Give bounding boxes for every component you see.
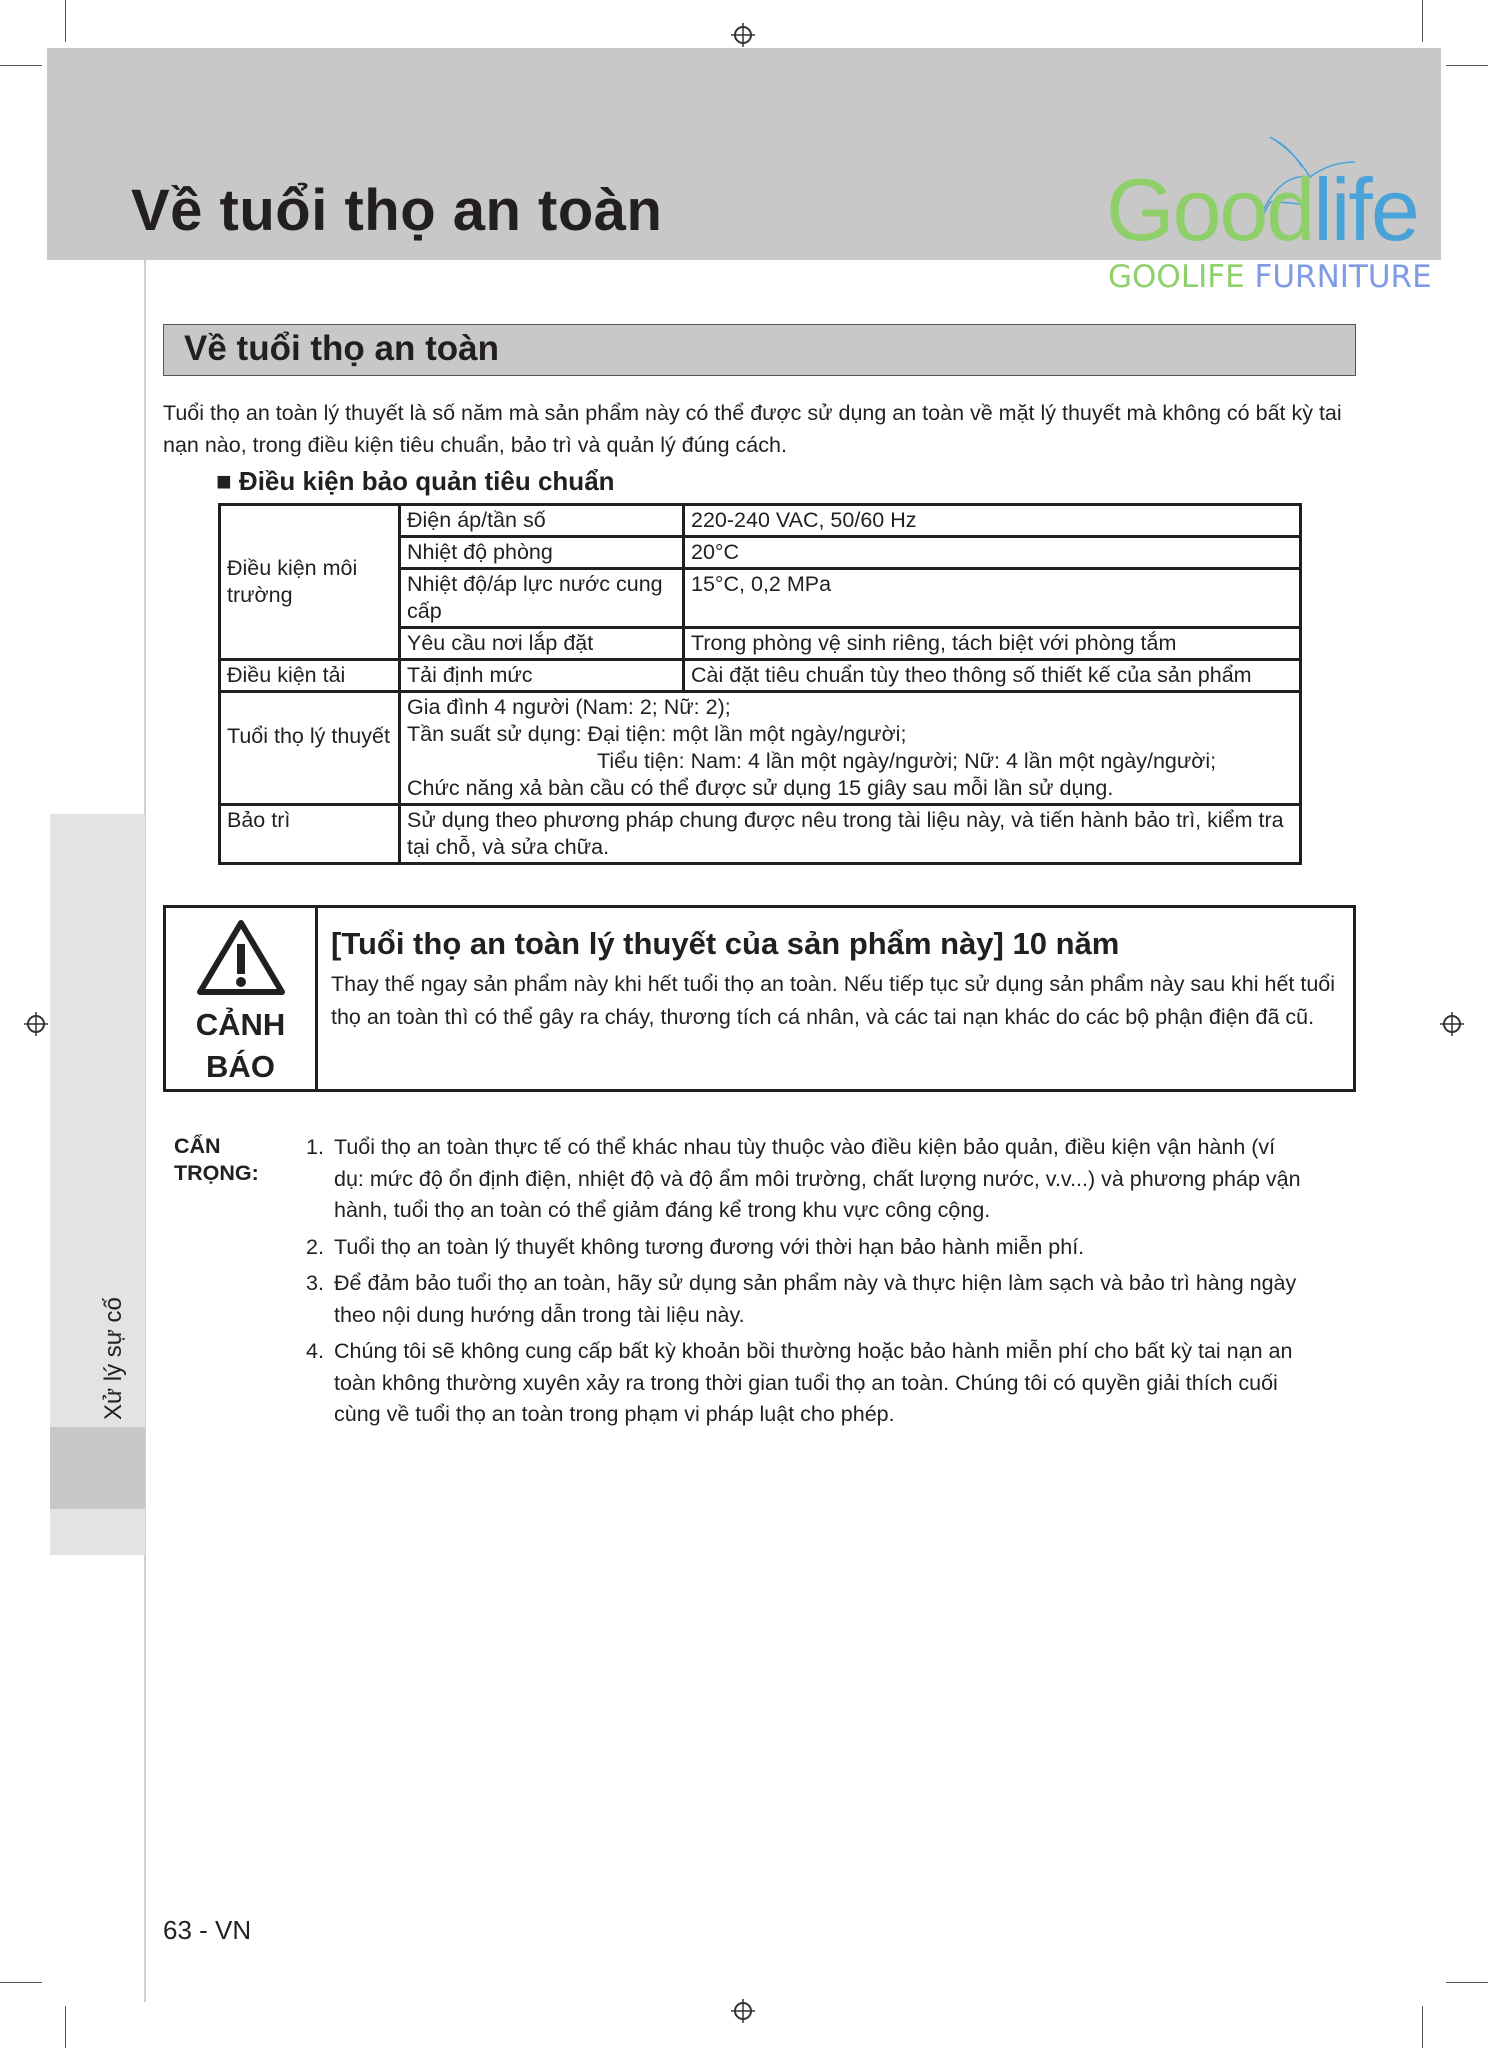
table-row: [220, 505, 1301, 537]
table-cell: Điều kiện tải: [220, 660, 400, 692]
table-cell: 15°C, 0,2 MPa: [684, 569, 1301, 628]
caution-list: [306, 1132, 1306, 1436]
logo-wordmark: Goodlife: [1106, 160, 1418, 259]
subheading: ■ Điều kiện bảo quản tiêu chuẩn: [216, 466, 615, 496]
crop-mark: [1446, 1982, 1488, 1983]
crop-mark: [65, 2006, 66, 2048]
side-tab-label: Xử lý sự cố: [100, 1297, 127, 1420]
table-cell: 20°C: [684, 537, 1301, 569]
registration-mark-icon: [1440, 1012, 1464, 1036]
caution-label: [174, 1133, 259, 1187]
table-row: [220, 805, 1301, 864]
life-line: Tiểu tiện: Nam: 4 lần một ngày/người; Nữ: 4 lần một ngày/người;: [597, 749, 1217, 773]
list-item: 4. Chúng tôi sẽ không cung cấp bất kỳ khoản bồi thường hoặc bảo hành miễn phí cho bất kỳ tai nạn an toàn không thường xuyên xảy ra trong thời gian tuổi thọ an toàn. Chúng tôi có quyền giải thích cuối cùng về tuổi thọ an toàn trong phạm vi pháp luật cho phép.: [306, 1339, 1293, 1426]
crop-mark: [1422, 2006, 1423, 2048]
side-tab-marker: [50, 1427, 145, 1509]
table-cell: Tải định mức: [400, 660, 684, 692]
table-cell: Yêu cầu nơi lắp đặt: [400, 628, 684, 660]
goodlife-logo: [1100, 132, 1445, 297]
table-row: [220, 660, 1301, 692]
caution-label-line: TRỌNG:: [174, 1161, 259, 1185]
caution-label-line: CẨN: [174, 1134, 221, 1158]
table-cell: Cài đặt tiêu chuẩn tùy theo thông số thiết kế của sản phẩm: [684, 660, 1301, 692]
registration-mark-icon: [731, 23, 755, 47]
table-cell: Điều kiện môi trường: [220, 505, 400, 660]
warning-label: CẢNH: [195, 1007, 286, 1042]
table-cell: Bảo trì: [220, 805, 400, 864]
crop-mark: [1422, 0, 1423, 42]
logo-tagline: GOOLIFE FURNITURE: [1108, 259, 1432, 295]
table-cell: Nhiệt độ phòng: [400, 537, 684, 569]
conditions-table: [218, 503, 1302, 865]
table-cell: Sử dụng theo phương pháp chung được nêu trong tài liệu này, và tiến hành bảo trì, kiểm tra tại chỗ, và sửa chữa.: [400, 805, 1301, 864]
life-line: Chức năng xả bàn cầu có thể được sử dụng 15 giây sau mỗi lần sử dụng.: [407, 776, 1114, 800]
registration-mark-icon: [731, 1999, 755, 2023]
list-item: 3. Để đảm bảo tuổi thọ an toàn, hãy sử dụng sản phẩm này và thực hiện làm sạch và bảo trì hàng ngày theo nội dung hướng dẫn trong tài liệu này.: [306, 1271, 1297, 1327]
table-row: [220, 692, 1301, 805]
table-cell: [400, 692, 1301, 805]
section-heading: Về tuổi thọ an toàn: [163, 324, 1356, 376]
list-item: 1. Tuổi thọ an toàn thực tế có thể khác nhau tùy thuộc vào điều kiện bảo quản, điều kiện vận hành (ví dụ: mức độ ổn định điện, nhiệt độ và độ ẩm môi trường, chất lượng nước, v.v...) và phương pháp vận hành, tuổi thọ an toàn có thể giảm đáng kể trong khu vực công cộng.: [306, 1135, 1301, 1222]
crop-mark: [65, 0, 66, 42]
life-line: Gia đình 4 người (Nam: 2; Nữ: 2);: [407, 695, 731, 719]
page-title: Về tuổi thọ an toàn: [131, 178, 663, 243]
crop-mark: [0, 1982, 42, 1983]
crop-mark: [0, 65, 42, 66]
table-cell: Trong phòng vệ sinh riêng, tách biệt với phòng tắm: [684, 628, 1301, 660]
table-cell: 220-240 VAC, 50/60 Hz: [684, 505, 1301, 537]
table-cell: Tuổi thọ lý thuyết: [220, 692, 400, 805]
warning-body: Thay thế ngay sản phẩm này khi hết tuổi thọ an toàn. Nếu tiếp tục sử dụng sản phẩm này sau khi hết tuổi thọ an toàn thì có thể gây ra cháy, thương tích cá nhân, và các tai nạn khác do các bộ phận điện đã cũ.: [331, 972, 1336, 1029]
table-cell: Điện áp/tần số: [400, 505, 684, 537]
crop-mark: [1446, 65, 1488, 66]
registration-mark-icon: [24, 1012, 48, 1036]
life-line: Tần suất sử dụng: Đại tiện: một lần một ngày/người;: [407, 722, 907, 746]
warning-title: [Tuổi thọ an toàn lý thuyết của sản phẩm này] 10 năm: [331, 926, 1120, 961]
table-cell: Nhiệt độ/áp lực nước cung cấp: [400, 569, 684, 628]
list-item: 2. Tuổi thọ an toàn lý thuyết không tương đương với thời hạn bảo hành miễn phí.: [306, 1234, 1085, 1259]
warning-label: BÁO: [206, 1049, 275, 1084]
page-number: 63 - VN: [163, 1915, 252, 1945]
warning-box: [163, 905, 1356, 1092]
warning-triangle-icon: [196, 918, 286, 998]
intro-paragraph: Tuổi thọ an toàn lý thuyết là số năm mà sản phẩm này có thể được sử dụng an toàn về mặt lý thuyết mà không có bất kỳ tai nạn nào, trong điều kiện tiêu chuẩn, bảo trì và quản lý đúng cách.: [163, 401, 1342, 457]
